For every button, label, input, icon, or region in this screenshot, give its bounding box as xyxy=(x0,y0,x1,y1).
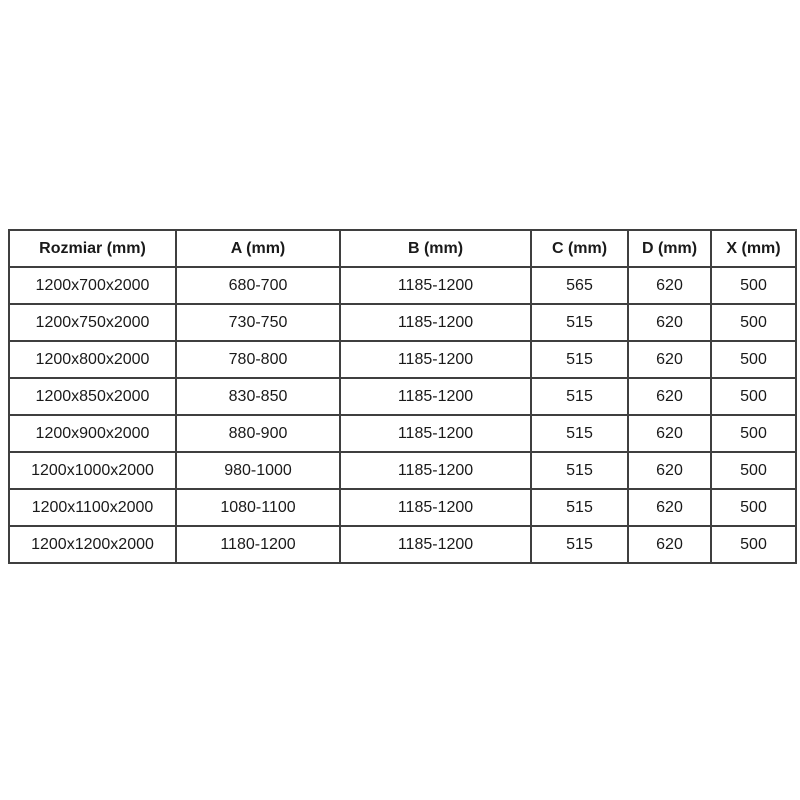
table-row xyxy=(9,489,796,526)
table-cell: 880-900 xyxy=(176,415,340,452)
table-cell: 500 xyxy=(711,489,796,526)
table-cell: 620 xyxy=(628,452,711,489)
table-cell: 1200x700x2000 xyxy=(9,267,176,304)
table-cell: 730-750 xyxy=(176,304,340,341)
table-cell: 1200x1200x2000 xyxy=(9,526,176,563)
column-header-b: B (mm) xyxy=(340,230,531,267)
table-row xyxy=(9,341,796,378)
table-cell: 1180-1200 xyxy=(176,526,340,563)
dimensions-table xyxy=(8,229,797,564)
table-cell: 1080-1100 xyxy=(176,489,340,526)
table-cell: 500 xyxy=(711,452,796,489)
table-cell: 515 xyxy=(531,341,628,378)
table-row xyxy=(9,304,796,341)
table-cell: 1185-1200 xyxy=(340,304,531,341)
table-cell: 1200x800x2000 xyxy=(9,341,176,378)
table-row xyxy=(9,452,796,489)
table-cell: 1200x1000x2000 xyxy=(9,452,176,489)
table-row xyxy=(9,267,796,304)
table-row xyxy=(9,378,796,415)
column-header-c: C (mm) xyxy=(531,230,628,267)
column-header-rozmiar: Rozmiar (mm) xyxy=(9,230,176,267)
table-row xyxy=(9,415,796,452)
table-cell: 565 xyxy=(531,267,628,304)
table-cell: 500 xyxy=(711,378,796,415)
table-cell: 500 xyxy=(711,304,796,341)
table-cell: 620 xyxy=(628,341,711,378)
table-cell: 515 xyxy=(531,304,628,341)
table-cell: 620 xyxy=(628,378,711,415)
table-cell: 515 xyxy=(531,378,628,415)
table-cell: 1200x900x2000 xyxy=(9,415,176,452)
table-cell: 515 xyxy=(531,489,628,526)
table-cell: 500 xyxy=(711,341,796,378)
table-cell: 620 xyxy=(628,267,711,304)
table-cell: 1185-1200 xyxy=(340,415,531,452)
table-cell: 1185-1200 xyxy=(340,378,531,415)
table-row xyxy=(9,526,796,563)
table-cell: 500 xyxy=(711,267,796,304)
table-cell: 620 xyxy=(628,415,711,452)
table-cell: 620 xyxy=(628,489,711,526)
table-cell: 780-800 xyxy=(176,341,340,378)
table-cell: 620 xyxy=(628,304,711,341)
table-cell: 1185-1200 xyxy=(340,489,531,526)
table-cell: 500 xyxy=(711,526,796,563)
column-header-a: A (mm) xyxy=(176,230,340,267)
table-body xyxy=(9,267,796,563)
table-cell: 680-700 xyxy=(176,267,340,304)
table-cell: 830-850 xyxy=(176,378,340,415)
table-cell: 1200x1100x2000 xyxy=(9,489,176,526)
table-cell: 1185-1200 xyxy=(340,341,531,378)
table-cell: 1185-1200 xyxy=(340,452,531,489)
table-header-row xyxy=(9,230,796,267)
table-cell: 980-1000 xyxy=(176,452,340,489)
column-header-x: X (mm) xyxy=(711,230,796,267)
table-cell: 620 xyxy=(628,526,711,563)
table-cell: 1185-1200 xyxy=(340,267,531,304)
table-cell: 1200x750x2000 xyxy=(9,304,176,341)
table-cell: 515 xyxy=(531,415,628,452)
table-cell: 1200x850x2000 xyxy=(9,378,176,415)
table-cell: 515 xyxy=(531,452,628,489)
column-header-d: D (mm) xyxy=(628,230,711,267)
table-cell: 515 xyxy=(531,526,628,563)
table-cell: 1185-1200 xyxy=(340,526,531,563)
table-cell: 500 xyxy=(711,415,796,452)
